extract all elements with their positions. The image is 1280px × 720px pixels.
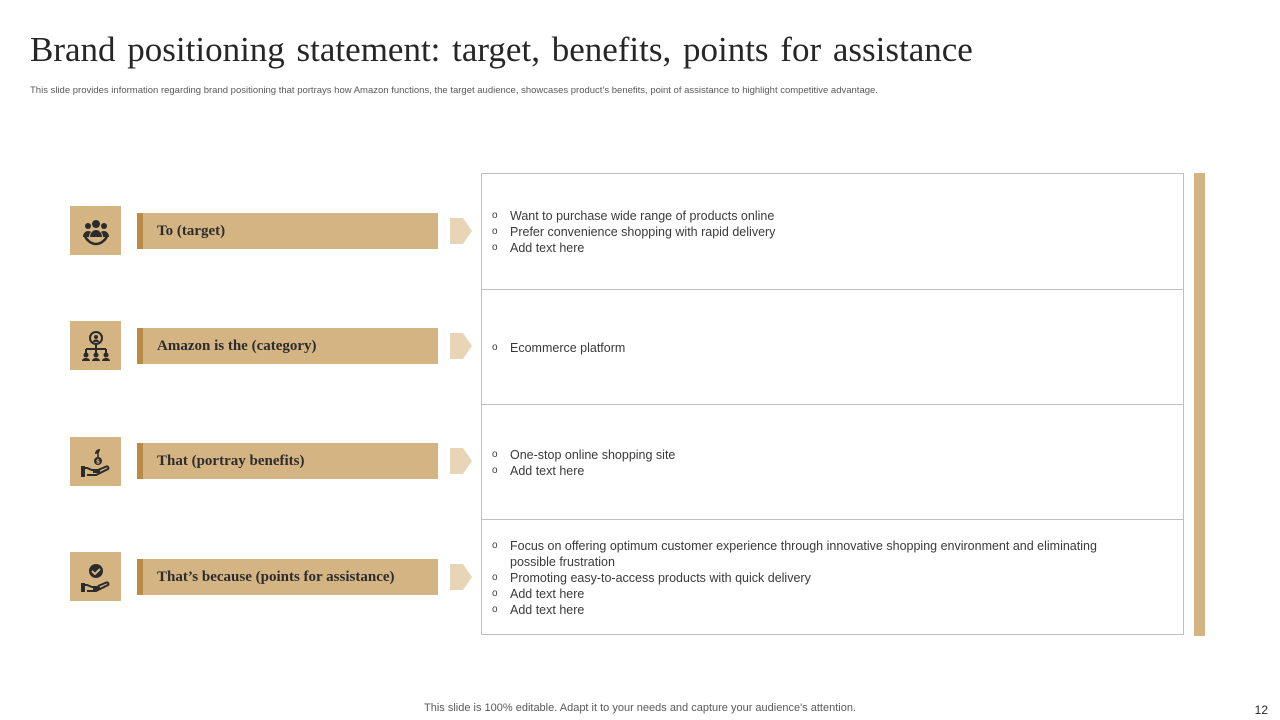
bullet-text: Add text here [510,463,585,478]
page-title: Brand positioning statement: target, benefits, points for assistance [30,30,973,69]
hand-plant-dollar-icon [80,446,112,478]
page-subtitle: This slide provides information regarding brand positioning that portrays how Amazon functions, the target audience, showcases product’s benefits, point of assistance to highlight competitive advantage. [30,85,878,96]
bullet-marker: o [492,209,498,221]
bullet-marker: o [492,241,498,253]
bullet-marker: o [492,341,498,353]
bullet-text: One-stop online shopping site [510,447,676,462]
row-2-arrow-icon [450,333,472,359]
bullet-marker: o [492,603,498,615]
bullet-text: Want to purchase wide range of products online [510,208,775,223]
bullet-text: Add text here [510,240,585,255]
bullet-marker: o [492,464,498,476]
bullet-text: Ecommerce platform [510,340,626,355]
bullet-marker: o [492,539,498,551]
page-number: 12 [1254,703,1268,717]
row-2-icon-box [70,321,121,370]
bullet-item [492,240,1143,256]
row-4-arrow-icon [450,564,472,590]
bullet-marker: o [492,448,498,460]
bullet-item [492,570,1143,586]
row-3-label: That (portray benefits) [137,443,438,479]
bullet-item [492,602,1143,618]
bullet-item [492,224,1143,240]
row-3-arrow-icon [450,448,472,474]
bullet-text: Add text here [510,586,585,601]
bullet-marker: o [492,225,498,237]
bullet-text: Focus on offering optimum customer experience through innovative shopping environment and eliminating possible frustration [510,538,1097,569]
bullet-text: Prefer convenience shopping with rapid delivery [510,224,776,239]
row-1-arrow-icon [450,218,472,244]
cell-target [482,174,1183,289]
svg-text:$: $ [95,458,100,465]
group-people-icon [80,215,112,247]
bullet-marker: o [492,571,498,583]
row-1-icon-box [70,206,121,255]
bullet-text: Add text here [510,602,585,617]
hand-support-icon [80,561,112,593]
bullet-item [492,208,1143,224]
cell-assistance [482,520,1183,635]
row-1-label: To (target) [137,213,438,249]
bullet-marker: o [492,587,498,599]
bullet-text: Promoting easy-to-access products with quick delivery [510,570,811,585]
row-4-label: That’s because (points for assistance) [137,559,438,595]
bullet-item [492,340,1143,356]
bullet-item [492,447,1143,463]
bullet-item [492,586,1143,602]
footer-note: This slide is 100% editable. Adapt it to your needs and capture your audience's attention. [424,702,856,714]
cell-benefits [482,405,1183,520]
cell-category [482,290,1183,405]
content-table [481,173,1184,635]
row-2-label: Amazon is the (category) [137,328,438,364]
bullet-item [492,538,1143,570]
bullet-item [492,463,1143,479]
accent-vertical-bar [1194,173,1205,636]
network-user-icon [80,330,112,362]
row-3-icon-box [70,437,121,486]
row-4-icon-box [70,552,121,601]
